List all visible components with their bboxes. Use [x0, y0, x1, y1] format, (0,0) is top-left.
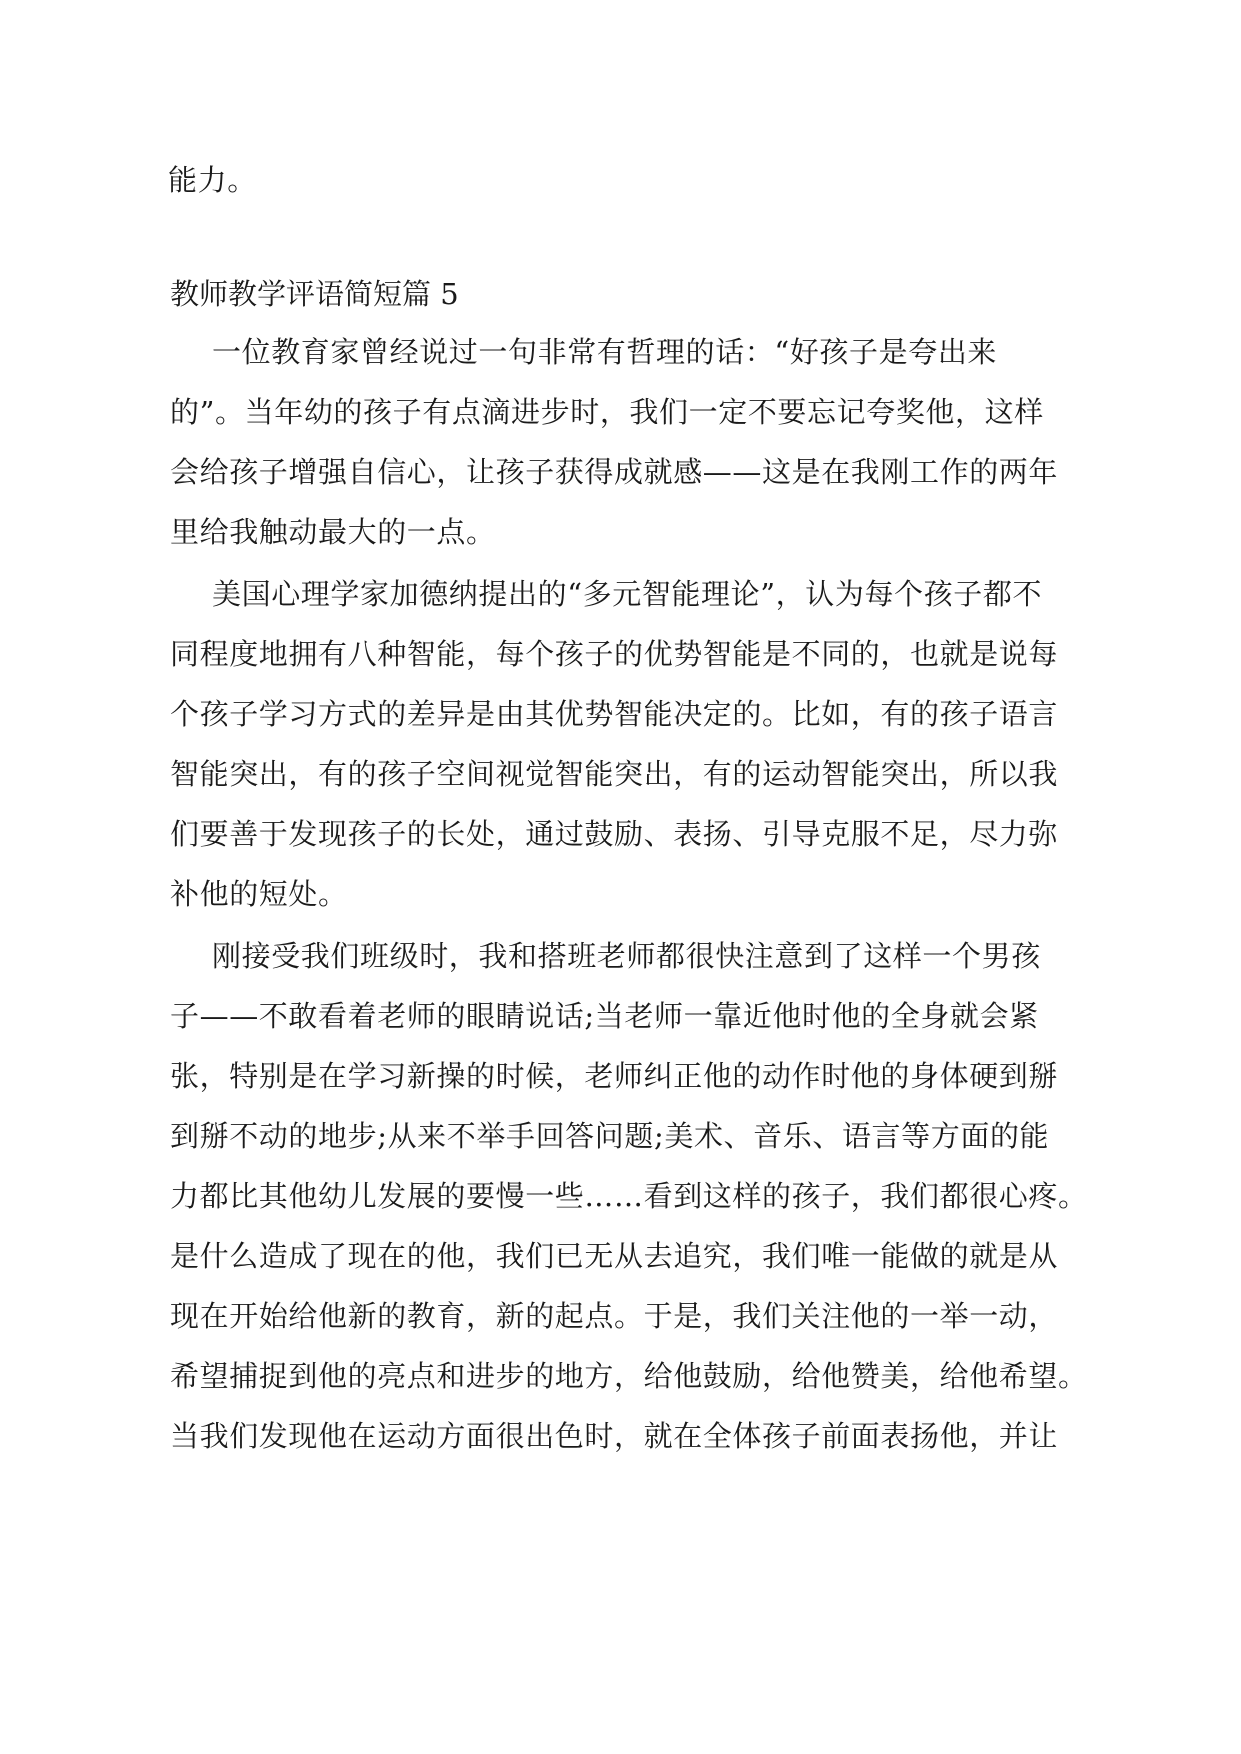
paragraph-line: 一位教育家曾经说过一句非常有哲理的话：“好孩子是夸出来: [212, 335, 998, 369]
paragraph-line: 美国心理学家加德纳提出的“多元智能理论”，认为每个孩子都不: [212, 577, 1043, 611]
paragraph-3: [170, 926, 1088, 1466]
paragraph-2: [170, 564, 1058, 924]
paragraph-line: 现在开始给他新的教育，新的起点。于是，我们关注他的一举一动，: [170, 1299, 1059, 1333]
paragraph-1: [170, 322, 1058, 562]
paragraph-line: 里给我触动最大的一点。: [170, 515, 496, 549]
paragraph-line: 子——不敢看着老师的眼睛说话;当老师一靠近他时他的全身就会紧: [170, 999, 1039, 1033]
paragraph-line: 的”。当年幼的孩子有点滴进步时，我们一定不要忘记夸奖他，这样: [170, 395, 1044, 429]
paragraph-line: 希望捕捉到他的亮点和进步的地方，给他鼓励，给他赞美，给他希望。: [170, 1359, 1088, 1393]
paragraph-line: 们要善于发现孩子的长处，通过鼓励、表扬、引导克服不足，尽力弥: [170, 817, 1059, 851]
paragraph-line: 张，特别是在学习新操的时候，老师纠正他的动作时他的身体硬到掰: [170, 1059, 1059, 1093]
paragraph-line: 当我们发现他在运动方面很出色时，就在全体孩子前面表扬他，并让: [170, 1419, 1059, 1453]
paragraph-line: 智能突出，有的孩子空间视觉智能突出，有的运动智能突出，所以我: [170, 757, 1059, 791]
continuation-text: 能力。: [168, 163, 257, 197]
paragraph-line: 个孩子学习方式的差异是由其优势智能决定的。比如，有的孩子语言: [170, 697, 1059, 731]
paragraph-line: 刚接受我们班级时，我和搭班老师都很快注意到了这样一个男孩: [212, 939, 1041, 973]
paragraph-line: 到掰不动的地步;从来不举手回答问题;美术、音乐、语言等方面的能: [170, 1119, 1050, 1153]
paragraph-line: 是什么造成了现在的他，我们已无从去追究，我们唯一能做的就是从: [170, 1239, 1059, 1273]
paragraph-line: 力都比其他幼儿发展的要慢一些……看到这样的孩子，我们都很心疼。: [170, 1179, 1088, 1213]
paragraph-line: 同程度地拥有八种智能，每个孩子的优势智能是不同的，也就是说每: [170, 637, 1059, 671]
paragraph-line: 会给孩子增强自信心，让孩子获得成就感——这是在我刚工作的两年: [170, 455, 1059, 489]
section-heading: 教师教学评语简短篇 5: [170, 277, 459, 311]
paragraph-line: 补他的短处。: [170, 877, 348, 911]
